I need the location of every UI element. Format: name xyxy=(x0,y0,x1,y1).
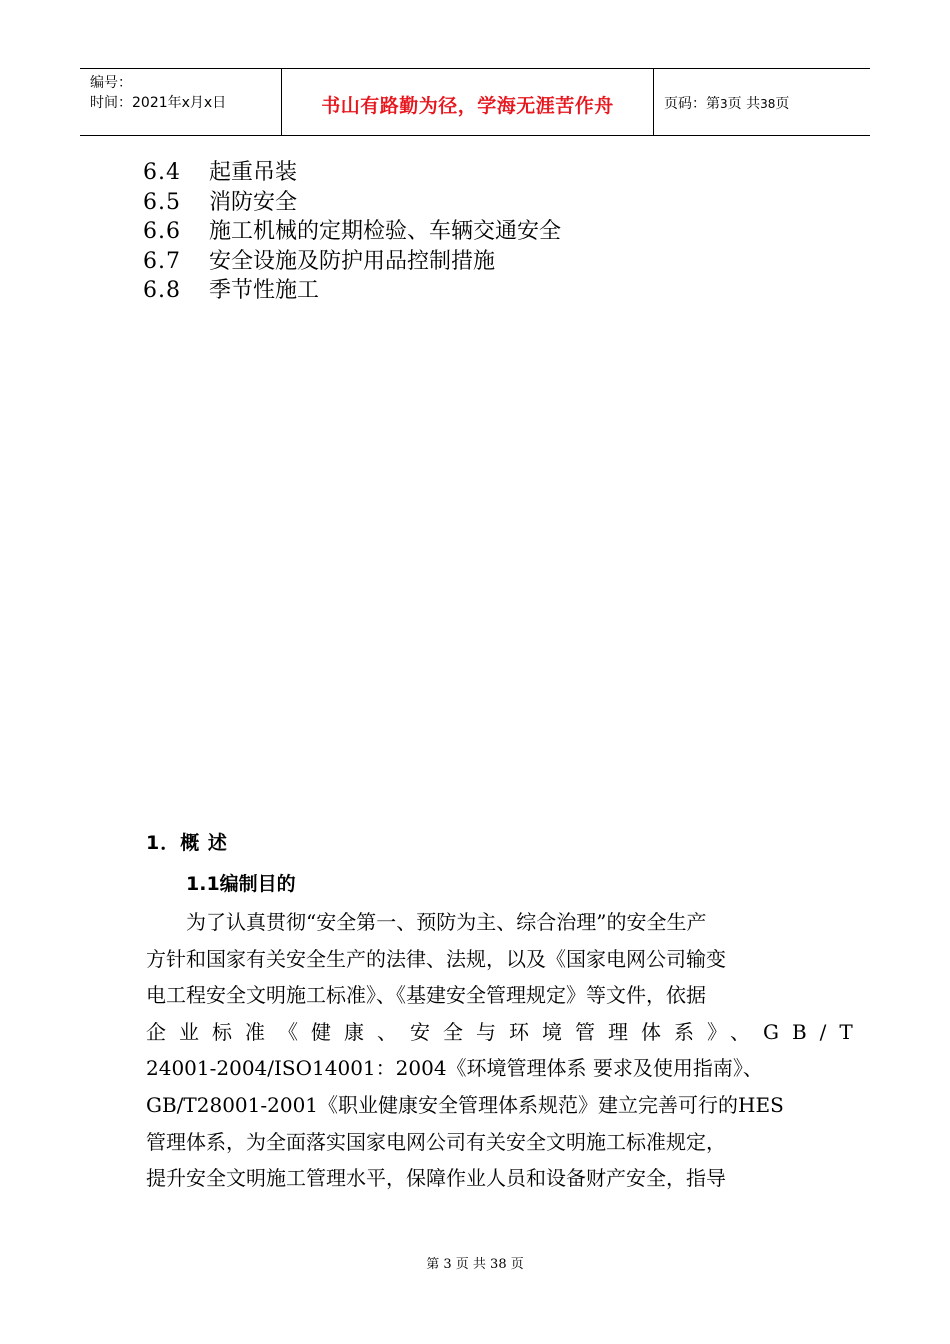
paragraph-line: 管理体系，为全面落实国家电网公司有关安全文明施工标准规定， xyxy=(146,1129,726,1154)
toc-item xyxy=(143,217,561,247)
paragraph-line: 方针和国家有关安全生产的法律、法规，以及《国家电网公司输变 xyxy=(146,946,726,971)
paragraph-line: 电工程安全文明施工标准》、《基建安全管理规定》等文件，依据 xyxy=(146,983,706,1008)
motto-text: 书山有路勤为径，学海无涯苦作舟 xyxy=(321,95,614,117)
paragraph-line-text: 企业标准《健康、安全与环境管理体系》、GB/T xyxy=(146,1019,866,1044)
paragraph-line: 为了认真贯彻“安全第一、预防为主、综合治理”的安全生产 xyxy=(186,910,707,934)
toc-item-title: 安全设施及防护用品控制措施 xyxy=(209,248,496,274)
toc-item-title: 消防安全 xyxy=(209,189,298,215)
header-motto-cell xyxy=(282,69,654,135)
body-paragraph xyxy=(146,904,866,1197)
toc-item xyxy=(143,247,561,277)
time-label: 时间：2021年x月x日 xyxy=(90,95,227,111)
section-title: 1．概 述 xyxy=(146,832,228,854)
page-total: 38 xyxy=(760,97,776,111)
page-current: 3 xyxy=(720,97,728,111)
paragraph-line: GB/T28001-2001《职业健康安全管理体系规范》建立完善可行的HES xyxy=(146,1092,784,1117)
page-footer: 第 3 页 共 38 页 xyxy=(426,1257,524,1272)
toc-item-title: 起重吊装 xyxy=(209,160,298,185)
toc-item-title: 施工机械的定期检验、车辆交通安全 xyxy=(209,219,562,244)
toc-item-number: 6.7 xyxy=(143,248,181,274)
paragraph-line: 24001-2004/ISO14001：2004《环境管理体系 要求及使用指南》、 xyxy=(146,1056,763,1081)
table-of-contents xyxy=(143,158,561,306)
page-mid: 页 共 xyxy=(727,96,761,112)
paragraph-line xyxy=(146,1014,866,1051)
page-prefix: 页码：第 xyxy=(664,96,720,112)
toc-item-title: 季节性施工 xyxy=(209,278,320,303)
code-label: 编号： xyxy=(90,75,132,91)
page-suffix: 页 xyxy=(775,96,790,112)
toc-item-number: 6.5 xyxy=(143,189,181,215)
page-header xyxy=(80,68,870,136)
header-meta-cell xyxy=(80,69,282,135)
toc-item xyxy=(143,276,561,306)
toc-item-number: 6.6 xyxy=(143,219,181,244)
toc-item xyxy=(143,188,561,218)
header-page-cell xyxy=(654,69,870,135)
toc-item-number: 6.4 xyxy=(143,160,181,185)
paragraph-line: 提升安全文明施工管理水平，保障作业人员和设备财产安全，指导 xyxy=(146,1166,726,1191)
subsection-title: 1.1编制目的 xyxy=(186,873,296,895)
toc-item-number: 6.8 xyxy=(143,278,181,303)
toc-item xyxy=(143,158,561,188)
